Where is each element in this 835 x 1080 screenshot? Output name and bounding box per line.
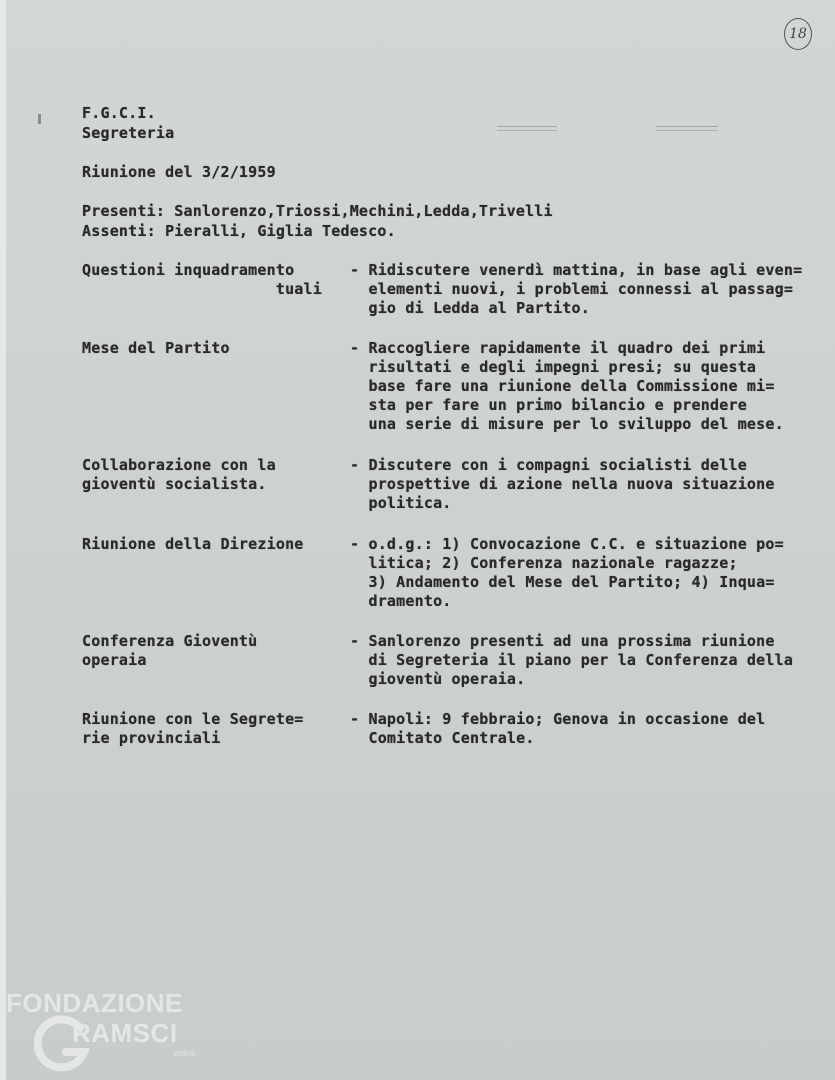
item-topic: operaia (82, 651, 147, 669)
item-topic: tuali (82, 280, 322, 298)
item-text: - Raccogliere rapidamente il quadro dei primi (350, 339, 766, 357)
item-text: - Discutere con i compagni socialisti delle (350, 456, 747, 474)
watermark-line3: onlus (174, 1048, 196, 1058)
absent-list: Assenti: Pieralli, Giglia Tedesco. (82, 222, 396, 240)
margin-mark (38, 114, 41, 124)
item-text: - Napoli: 9 febbraio; Genova in occasione del (350, 710, 766, 728)
item-text: 3) Andamento del Mese del Partito; 4) Inqua= (350, 573, 775, 591)
item-text: elementi nuovi, i problemi connessi al passag= (350, 280, 794, 298)
item-text: litica; 2) Conferenza nazionale ragazze; (350, 554, 738, 572)
watermark-line2: RAMSCI (72, 1018, 178, 1048)
item-text: gioventù operaia. (350, 670, 526, 688)
page-number-stamp: 18 (784, 18, 812, 50)
ruled-dash (497, 126, 557, 131)
item-text: una serie di misure per lo sviluppo del mese. (350, 415, 784, 433)
meeting-date: Riunione del 3/2/1959 (82, 163, 276, 181)
ruled-dash (656, 126, 718, 131)
page-edge (0, 0, 6, 1080)
item-text: - Sanlorenzo presenti ad una prossima riunione (350, 632, 775, 650)
item-topic: Riunione con le Segrete= (82, 710, 304, 728)
item-topic: Collaborazione con la (82, 456, 276, 474)
watermark-line1: FONDAZIONE (6, 988, 183, 1018)
item-topic: Mese del Partito (82, 339, 230, 357)
item-text: gio di Ledda al Partito. (350, 299, 590, 317)
item-topic: rie provinciali (82, 729, 221, 747)
item-topic: Riunione della Direzione (82, 535, 304, 553)
item-text: risultati e degli impegni presi; su questa (350, 358, 757, 376)
item-topic: Conferenza Gioventù (82, 632, 258, 650)
item-text: dramento. (350, 592, 452, 610)
item-text: politica. (350, 494, 452, 512)
item-topic: Questioni inquadramento (82, 261, 295, 279)
fondazione-gramsci-watermark (6, 988, 206, 1078)
item-text: base fare una riunione della Commissione mi= (350, 377, 775, 395)
item-text: - o.d.g.: 1) Convocazione C.C. e situazione po= (350, 535, 784, 553)
item-text: Comitato Centrale. (350, 729, 535, 747)
present-list: Presenti: Sanlorenzo,Triossi,Mechini,Ledda,Trivelli (82, 202, 553, 220)
org-name: F.G.C.I. (82, 104, 156, 122)
item-topic: gioventù socialista. (82, 475, 267, 493)
item-text: prospettive di azione nella nuova situazione (350, 475, 775, 493)
office-name: Segreteria (82, 124, 175, 142)
item-text: di Segreteria il piano per la Conferenza della (350, 651, 794, 669)
item-text: sta per fare un primo bilancio e prendere (350, 396, 747, 414)
item-text: - Ridiscutere venerdì mattina, in base agli even= (350, 261, 803, 279)
